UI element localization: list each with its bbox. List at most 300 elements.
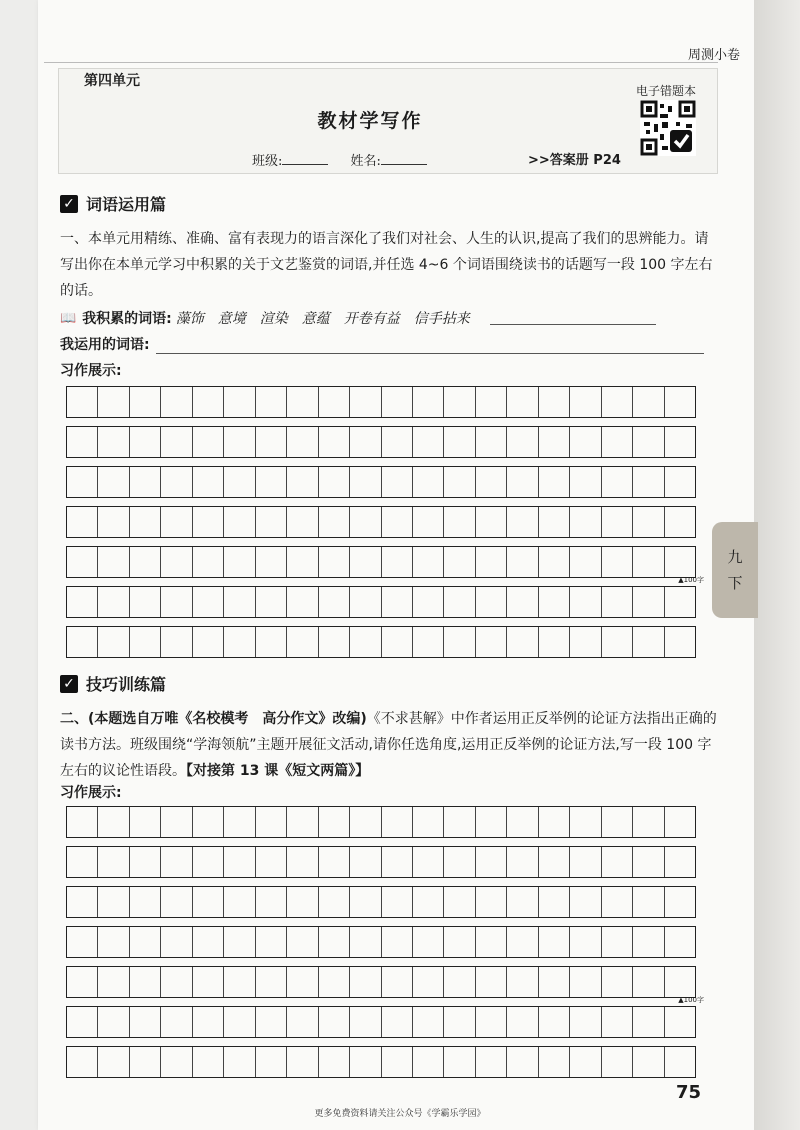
grid-cell[interactable] (319, 507, 350, 537)
grid-cell[interactable] (67, 547, 98, 577)
grid-cell[interactable] (319, 927, 350, 957)
grid-cell[interactable] (382, 547, 413, 577)
grid-cell[interactable] (319, 887, 350, 917)
grid-cell[interactable] (287, 507, 318, 537)
grid-cell[interactable] (256, 847, 287, 877)
grid-cell[interactable] (350, 847, 381, 877)
grid-cell[interactable] (633, 1007, 664, 1037)
grid-cell[interactable] (130, 587, 161, 617)
grid-cell[interactable] (444, 427, 475, 457)
grid-cell[interactable] (161, 807, 192, 837)
grid-row[interactable] (66, 806, 696, 838)
grid-cell[interactable] (539, 847, 570, 877)
grid-cell[interactable] (161, 507, 192, 537)
grid-cell[interactable] (67, 467, 98, 497)
grid-cell[interactable] (287, 427, 318, 457)
grid-cell[interactable] (161, 887, 192, 917)
writing-grid-2[interactable] (66, 806, 696, 1086)
grid-row[interactable] (66, 386, 696, 418)
grid-cell[interactable] (413, 587, 444, 617)
grid-cell[interactable] (444, 887, 475, 917)
grid-cell[interactable] (476, 467, 507, 497)
grid-cell[interactable] (350, 1007, 381, 1037)
grid-cell[interactable] (602, 627, 633, 657)
grid-cell[interactable] (256, 627, 287, 657)
grid-cell[interactable] (413, 1007, 444, 1037)
grid-cell[interactable] (633, 427, 664, 457)
grid-cell[interactable] (413, 847, 444, 877)
grid-cell[interactable] (476, 547, 507, 577)
grid-cell[interactable] (602, 887, 633, 917)
grid-cell[interactable] (67, 1007, 98, 1037)
grid-cell[interactable] (350, 587, 381, 617)
grid-cell[interactable] (256, 1007, 287, 1037)
grid-cell[interactable] (161, 627, 192, 657)
grid-cell[interactable] (444, 1007, 475, 1037)
grid-cell[interactable] (193, 467, 224, 497)
grid-cell[interactable] (507, 427, 538, 457)
grid-cell[interactable] (539, 587, 570, 617)
grid-cell[interactable] (507, 547, 538, 577)
grid-cell[interactable] (161, 1047, 192, 1077)
grid-cell[interactable] (539, 1047, 570, 1077)
writing-grid-1[interactable] (66, 386, 696, 666)
grid-cell[interactable] (665, 807, 695, 837)
grid-cell[interactable] (413, 507, 444, 537)
grid-cell[interactable] (319, 1047, 350, 1077)
grid-cell[interactable] (633, 467, 664, 497)
grid-cell[interactable] (319, 807, 350, 837)
grid-cell[interactable] (130, 807, 161, 837)
grid-cell[interactable] (476, 927, 507, 957)
grid-cell[interactable] (633, 927, 664, 957)
grid-cell[interactable] (161, 427, 192, 457)
grid-cell[interactable] (570, 927, 601, 957)
grid-cell[interactable] (413, 967, 444, 997)
grid-cell[interactable] (413, 807, 444, 837)
grid-cell[interactable] (602, 587, 633, 617)
grid-cell[interactable] (476, 627, 507, 657)
grid-cell[interactable] (507, 387, 538, 417)
grid-cell[interactable] (476, 507, 507, 537)
grid-cell[interactable] (507, 507, 538, 537)
grid-cell[interactable] (602, 1047, 633, 1077)
grid-cell[interactable] (382, 507, 413, 537)
grid-cell[interactable] (67, 967, 98, 997)
grid-cell[interactable] (193, 887, 224, 917)
grid-cell[interactable] (224, 427, 255, 457)
grid-cell[interactable] (476, 1047, 507, 1077)
grid-cell[interactable] (539, 467, 570, 497)
grid-cell[interactable] (130, 507, 161, 537)
grid-cell[interactable] (67, 387, 98, 417)
grid-cell[interactable] (444, 627, 475, 657)
grid-cell[interactable] (539, 427, 570, 457)
grid-cell[interactable] (98, 507, 129, 537)
grid-cell[interactable] (287, 967, 318, 997)
grid-cell[interactable] (67, 1047, 98, 1077)
extra-words-blank[interactable] (490, 311, 656, 325)
grid-cell[interactable] (193, 387, 224, 417)
grid-cell[interactable] (539, 387, 570, 417)
grid-cell[interactable] (539, 627, 570, 657)
grid-cell[interactable] (602, 427, 633, 457)
grid-cell[interactable] (130, 1007, 161, 1037)
grid-cell[interactable] (539, 1007, 570, 1037)
grid-cell[interactable] (67, 627, 98, 657)
grid-cell[interactable] (130, 627, 161, 657)
grid-cell[interactable] (476, 807, 507, 837)
grid-row[interactable] (66, 926, 696, 958)
grid-cell[interactable] (476, 1007, 507, 1037)
grid-cell[interactable] (224, 547, 255, 577)
grid-cell[interactable] (413, 427, 444, 457)
grid-cell[interactable] (98, 927, 129, 957)
grid-cell[interactable] (476, 587, 507, 617)
grid-cell[interactable] (98, 467, 129, 497)
grid-cell[interactable] (665, 927, 695, 957)
grid-row[interactable] (66, 626, 696, 658)
grid-cell[interactable] (287, 1007, 318, 1037)
grid-cell[interactable] (98, 1007, 129, 1037)
grid-cell[interactable] (665, 1007, 695, 1037)
grid-cell[interactable] (161, 387, 192, 417)
grid-cell[interactable] (539, 927, 570, 957)
grid-cell[interactable] (67, 927, 98, 957)
grid-cell[interactable] (633, 967, 664, 997)
grid-cell[interactable] (350, 967, 381, 997)
grid-cell[interactable] (382, 887, 413, 917)
grid-cell[interactable] (602, 387, 633, 417)
grid-cell[interactable] (193, 627, 224, 657)
grid-cell[interactable] (193, 507, 224, 537)
grid-cell[interactable] (665, 847, 695, 877)
grid-cell[interactable] (161, 587, 192, 617)
grid-cell[interactable] (287, 887, 318, 917)
grid-cell[interactable] (319, 627, 350, 657)
grid-cell[interactable] (98, 587, 129, 617)
grid-cell[interactable] (130, 467, 161, 497)
grid-cell[interactable] (444, 1047, 475, 1077)
grid-cell[interactable] (350, 1047, 381, 1077)
grid-cell[interactable] (413, 547, 444, 577)
qr-code-icon[interactable] (640, 100, 696, 156)
grid-cell[interactable] (193, 967, 224, 997)
grid-cell[interactable] (224, 967, 255, 997)
grid-cell[interactable] (665, 507, 695, 537)
grid-cell[interactable] (193, 1007, 224, 1037)
grid-cell[interactable] (193, 927, 224, 957)
grid-cell[interactable] (224, 587, 255, 617)
grid-cell[interactable] (633, 847, 664, 877)
grid-cell[interactable] (444, 547, 475, 577)
grid-cell[interactable] (444, 927, 475, 957)
grid-cell[interactable] (570, 507, 601, 537)
grid-row[interactable] (66, 1046, 696, 1078)
grid-cell[interactable] (507, 927, 538, 957)
grid-cell[interactable] (382, 807, 413, 837)
grid-cell[interactable] (130, 847, 161, 877)
grid-cell[interactable] (602, 807, 633, 837)
grid-cell[interactable] (193, 1047, 224, 1077)
grid-cell[interactable] (633, 587, 664, 617)
grid-cell[interactable] (224, 847, 255, 877)
grid-cell[interactable] (382, 847, 413, 877)
grid-cell[interactable] (507, 847, 538, 877)
grid-cell[interactable] (507, 467, 538, 497)
grid-cell[interactable] (224, 927, 255, 957)
grid-cell[interactable] (382, 587, 413, 617)
grid-cell[interactable] (256, 387, 287, 417)
grid-cell[interactable] (67, 587, 98, 617)
grid-cell[interactable] (539, 507, 570, 537)
grid-cell[interactable] (382, 1007, 413, 1037)
grid-cell[interactable] (224, 1007, 255, 1037)
grid-cell[interactable] (350, 427, 381, 457)
class-blank[interactable] (282, 164, 328, 165)
grid-cell[interactable] (287, 807, 318, 837)
grid-cell[interactable] (413, 387, 444, 417)
grid-cell[interactable] (130, 887, 161, 917)
grid-cell[interactable] (444, 847, 475, 877)
grid-cell[interactable] (319, 1007, 350, 1037)
grid-cell[interactable] (665, 387, 695, 417)
grid-cell[interactable] (570, 467, 601, 497)
grid-cell[interactable] (633, 887, 664, 917)
grid-cell[interactable] (570, 847, 601, 877)
grid-cell[interactable] (319, 967, 350, 997)
grid-cell[interactable] (287, 627, 318, 657)
grid-cell[interactable] (193, 847, 224, 877)
grid-cell[interactable] (224, 887, 255, 917)
grid-cell[interactable] (161, 847, 192, 877)
grid-cell[interactable] (287, 587, 318, 617)
grid-cell[interactable] (287, 467, 318, 497)
grid-cell[interactable] (444, 587, 475, 617)
grid-cell[interactable] (130, 547, 161, 577)
grid-cell[interactable] (665, 427, 695, 457)
grid-cell[interactable] (444, 967, 475, 997)
grid-cell[interactable] (413, 627, 444, 657)
grid-cell[interactable] (350, 807, 381, 837)
grid-cell[interactable] (570, 807, 601, 837)
grid-cell[interactable] (161, 1007, 192, 1037)
grid-cell[interactable] (665, 587, 695, 617)
grid-cell[interactable] (256, 927, 287, 957)
grid-cell[interactable] (570, 627, 601, 657)
grid-cell[interactable] (602, 507, 633, 537)
grid-cell[interactable] (665, 627, 695, 657)
grid-cell[interactable] (193, 587, 224, 617)
grid-cell[interactable] (319, 587, 350, 617)
grid-cell[interactable] (382, 1047, 413, 1077)
grid-cell[interactable] (287, 847, 318, 877)
grid-cell[interactable] (570, 887, 601, 917)
grid-cell[interactable] (256, 507, 287, 537)
grid-cell[interactable] (98, 627, 129, 657)
grid-cell[interactable] (130, 427, 161, 457)
grid-cell[interactable] (570, 587, 601, 617)
grid-cell[interactable] (507, 1007, 538, 1037)
grid-cell[interactable] (665, 467, 695, 497)
grid-cell[interactable] (193, 547, 224, 577)
grid-cell[interactable] (476, 847, 507, 877)
grid-cell[interactable] (256, 807, 287, 837)
grid-cell[interactable] (507, 1047, 538, 1077)
grid-row[interactable] (66, 466, 696, 498)
grid-cell[interactable] (98, 847, 129, 877)
grid-cell[interactable] (224, 627, 255, 657)
grid-cell[interactable] (224, 1047, 255, 1077)
grid-cell[interactable] (476, 967, 507, 997)
grid-cell[interactable] (539, 807, 570, 837)
grid-cell[interactable] (413, 887, 444, 917)
grid-cell[interactable] (287, 1047, 318, 1077)
grid-row[interactable] (66, 586, 696, 618)
grid-cell[interactable] (382, 967, 413, 997)
grid-cell[interactable] (665, 1047, 695, 1077)
grid-cell[interactable] (665, 967, 695, 997)
grid-cell[interactable] (67, 807, 98, 837)
grid-cell[interactable] (287, 927, 318, 957)
grid-cell[interactable] (319, 467, 350, 497)
grid-cell[interactable] (256, 587, 287, 617)
grid-cell[interactable] (570, 967, 601, 997)
grid-cell[interactable] (570, 387, 601, 417)
grid-cell[interactable] (413, 1047, 444, 1077)
grid-cell[interactable] (224, 467, 255, 497)
grid-cell[interactable] (256, 887, 287, 917)
grid-cell[interactable] (98, 427, 129, 457)
grid-cell[interactable] (224, 387, 255, 417)
grid-cell[interactable] (224, 507, 255, 537)
grid-row[interactable] (66, 546, 696, 578)
grid-cell[interactable] (256, 427, 287, 457)
grid-cell[interactable] (67, 427, 98, 457)
grid-cell[interactable] (350, 927, 381, 957)
grid-cell[interactable] (413, 467, 444, 497)
grid-cell[interactable] (507, 627, 538, 657)
grid-cell[interactable] (350, 507, 381, 537)
grid-cell[interactable] (287, 387, 318, 417)
grid-cell[interactable] (570, 1047, 601, 1077)
grid-cell[interactable] (98, 887, 129, 917)
grid-cell[interactable] (633, 547, 664, 577)
grid-cell[interactable] (507, 587, 538, 617)
grid-cell[interactable] (67, 847, 98, 877)
grid-cell[interactable] (476, 887, 507, 917)
grid-row[interactable] (66, 846, 696, 878)
grid-cell[interactable] (350, 627, 381, 657)
grid-cell[interactable] (665, 547, 695, 577)
grid-cell[interactable] (507, 807, 538, 837)
grid-cell[interactable] (224, 807, 255, 837)
grid-cell[interactable] (476, 387, 507, 417)
grid-cell[interactable] (130, 927, 161, 957)
grid-cell[interactable] (287, 547, 318, 577)
grid-row[interactable] (66, 966, 696, 998)
grid-cell[interactable] (350, 887, 381, 917)
grid-cell[interactable] (507, 887, 538, 917)
grid-cell[interactable] (256, 1047, 287, 1077)
grid-cell[interactable] (256, 467, 287, 497)
grid-cell[interactable] (665, 887, 695, 917)
grid-row[interactable] (66, 1006, 696, 1038)
grid-cell[interactable] (350, 547, 381, 577)
grid-cell[interactable] (602, 967, 633, 997)
grid-cell[interactable] (570, 547, 601, 577)
grid-cell[interactable] (161, 467, 192, 497)
grid-cell[interactable] (413, 927, 444, 957)
grid-cell[interactable] (319, 547, 350, 577)
name-blank[interactable] (381, 164, 427, 165)
grid-cell[interactable] (602, 1007, 633, 1037)
grid-cell[interactable] (382, 467, 413, 497)
grid-cell[interactable] (98, 547, 129, 577)
grid-cell[interactable] (256, 967, 287, 997)
grid-cell[interactable] (130, 1047, 161, 1077)
grid-cell[interactable] (539, 967, 570, 997)
grid-cell[interactable] (444, 507, 475, 537)
grid-cell[interactable] (350, 467, 381, 497)
grid-row[interactable] (66, 886, 696, 918)
grid-cell[interactable] (67, 507, 98, 537)
grid-cell[interactable] (602, 847, 633, 877)
grid-cell[interactable] (570, 1007, 601, 1037)
grid-cell[interactable] (633, 807, 664, 837)
grid-cell[interactable] (161, 547, 192, 577)
grid-cell[interactable] (476, 427, 507, 457)
grid-row[interactable] (66, 426, 696, 458)
grid-cell[interactable] (350, 387, 381, 417)
grid-cell[interactable] (193, 807, 224, 837)
grid-cell[interactable] (602, 927, 633, 957)
grid-cell[interactable] (67, 887, 98, 917)
grid-cell[interactable] (382, 627, 413, 657)
grid-cell[interactable] (570, 427, 601, 457)
grid-cell[interactable] (602, 467, 633, 497)
grid-cell[interactable] (633, 507, 664, 537)
grid-cell[interactable] (633, 1047, 664, 1077)
grid-cell[interactable] (539, 887, 570, 917)
grid-cell[interactable] (444, 467, 475, 497)
grid-cell[interactable] (539, 547, 570, 577)
grid-cell[interactable] (98, 967, 129, 997)
grid-cell[interactable] (319, 427, 350, 457)
used-words-blank[interactable] (156, 340, 704, 354)
grid-cell[interactable] (319, 847, 350, 877)
grid-cell[interactable] (98, 807, 129, 837)
grid-cell[interactable] (130, 387, 161, 417)
grid-cell[interactable] (319, 387, 350, 417)
grid-cell[interactable] (382, 387, 413, 417)
grid-cell[interactable] (444, 807, 475, 837)
grid-cell[interactable] (382, 427, 413, 457)
grid-cell[interactable] (633, 387, 664, 417)
grid-cell[interactable] (161, 927, 192, 957)
grid-cell[interactable] (382, 927, 413, 957)
grid-cell[interactable] (98, 1047, 129, 1077)
grid-cell[interactable] (193, 427, 224, 457)
grid-cell[interactable] (602, 547, 633, 577)
grid-cell[interactable] (444, 387, 475, 417)
grid-cell[interactable] (507, 967, 538, 997)
grid-cell[interactable] (130, 967, 161, 997)
grid-row[interactable] (66, 506, 696, 538)
grid-cell[interactable] (98, 387, 129, 417)
grid-cell[interactable] (256, 547, 287, 577)
grid-cell[interactable] (633, 627, 664, 657)
